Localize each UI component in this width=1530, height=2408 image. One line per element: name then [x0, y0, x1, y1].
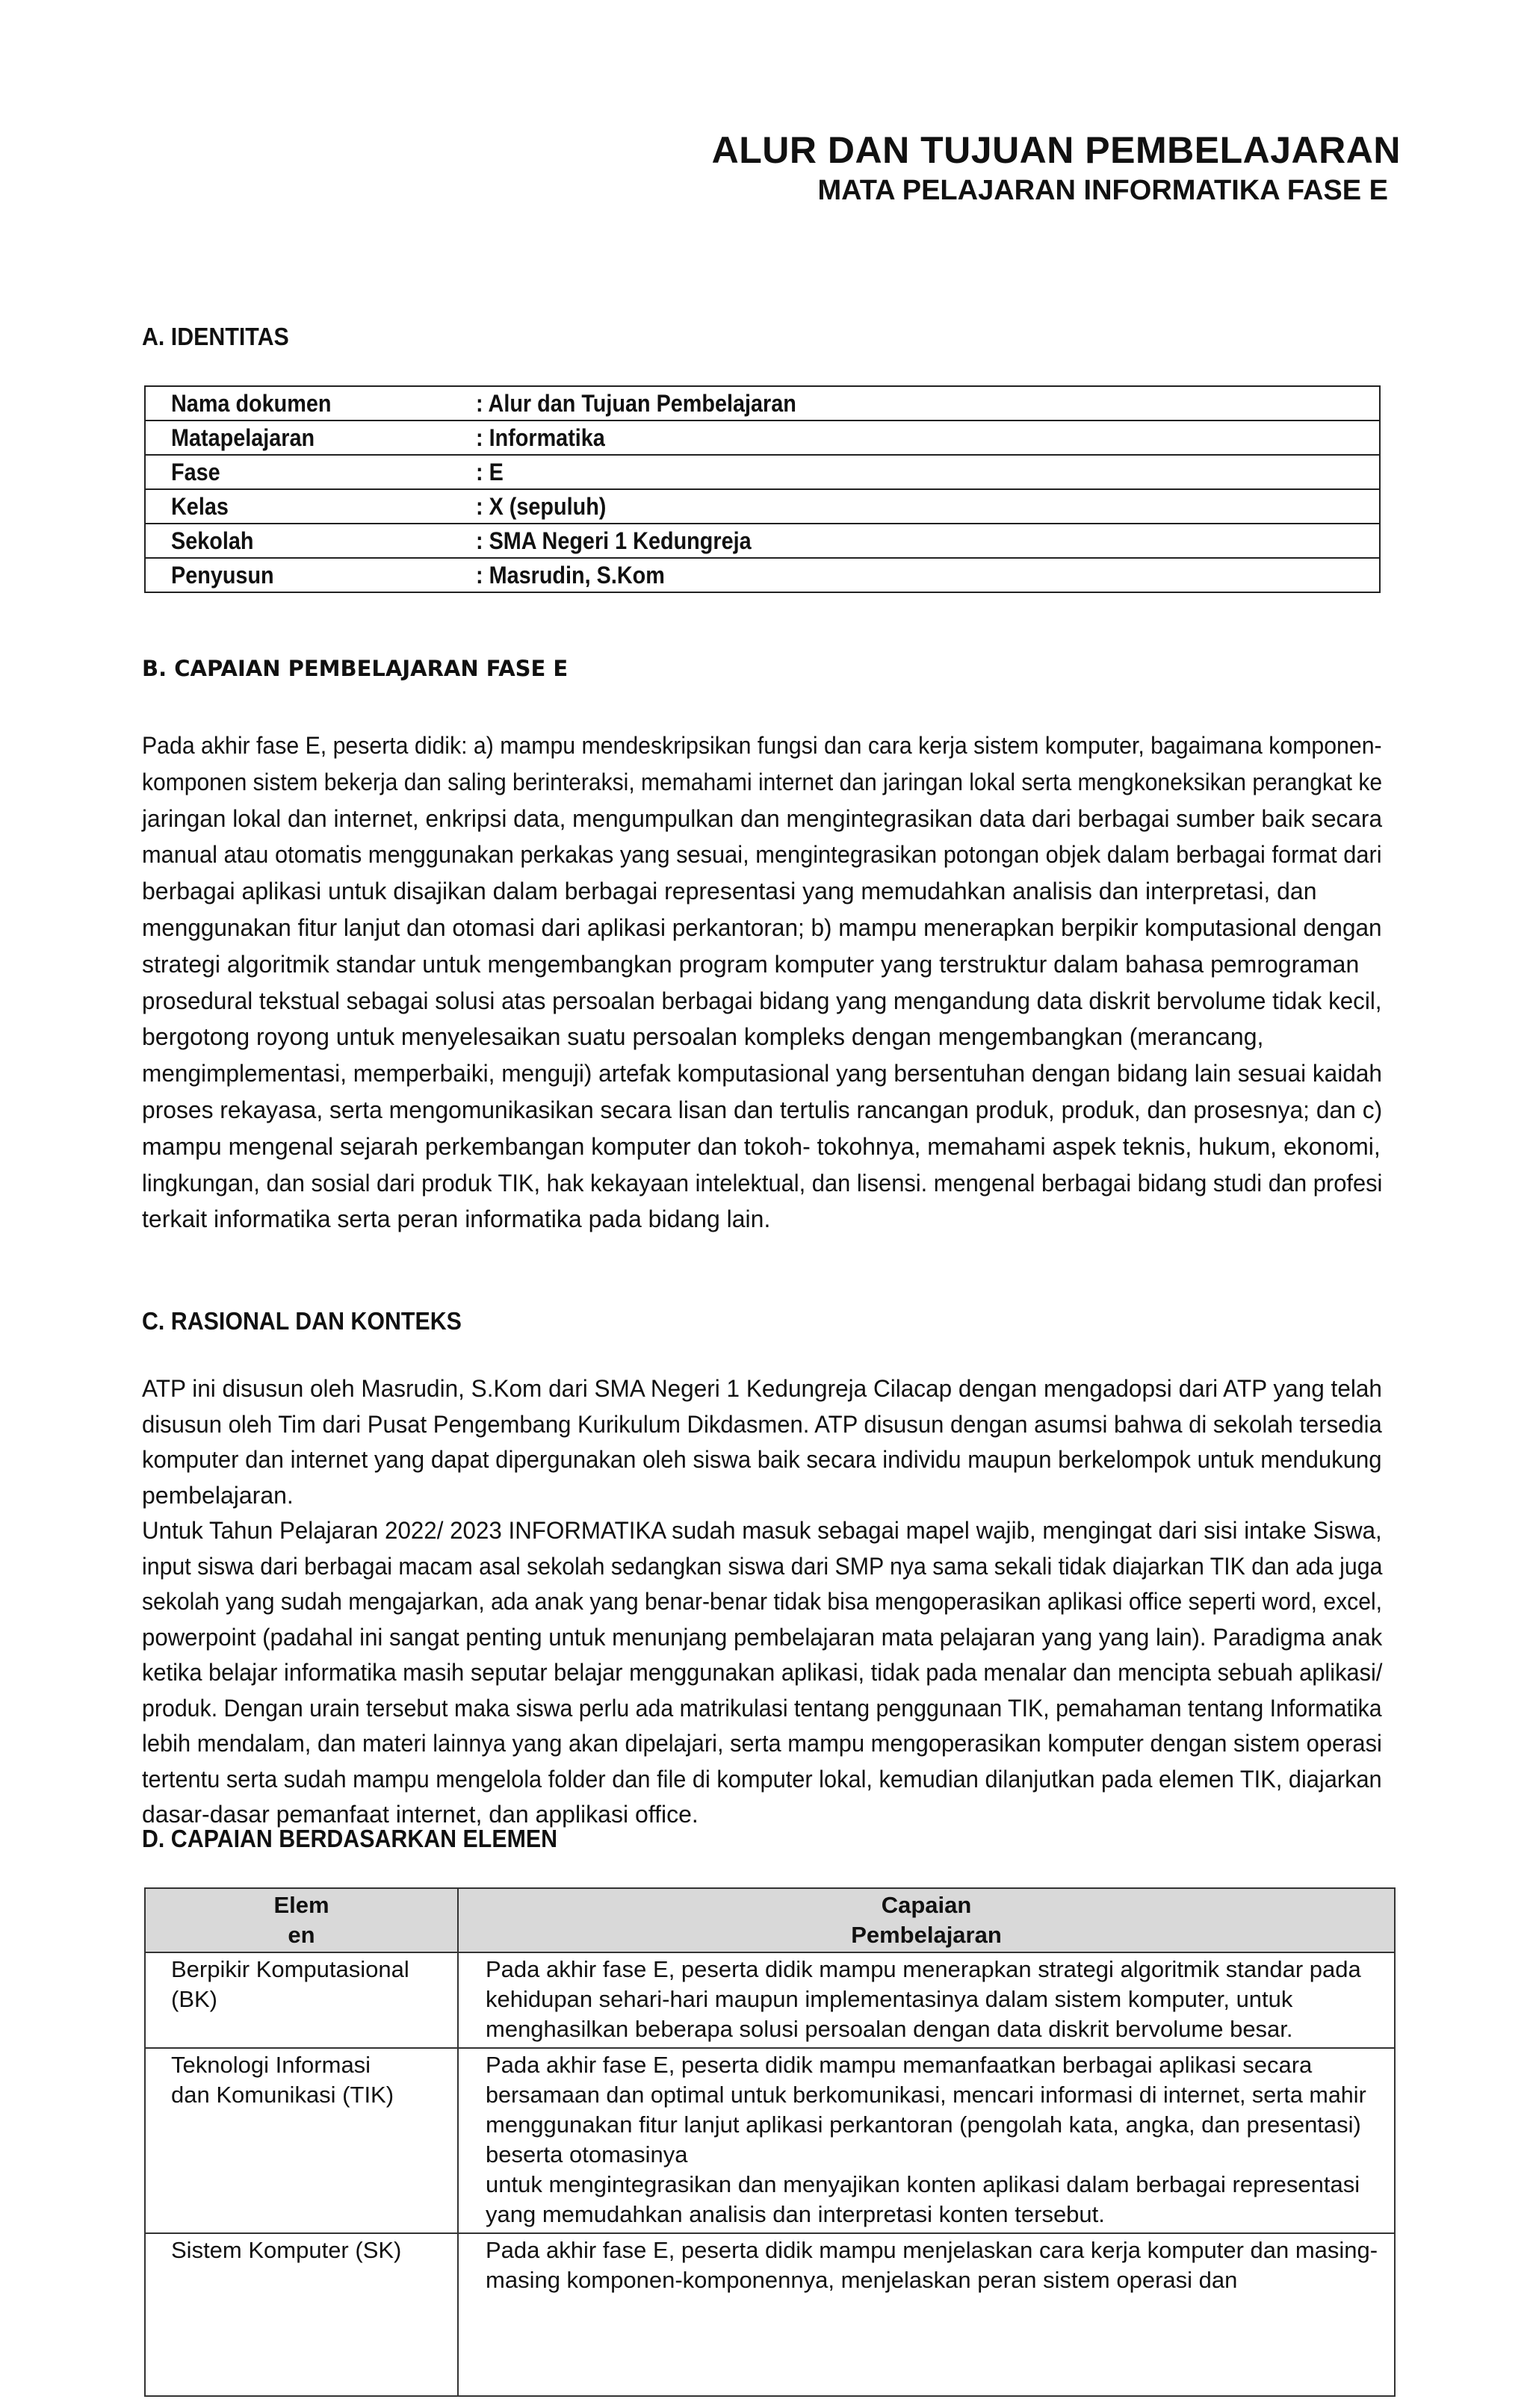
identity-table — [144, 385, 1381, 593]
table-row — [145, 386, 1380, 421]
identity-value: : Masrudin, S.Kom — [453, 558, 1380, 592]
text-line: lingkungan, dan sosial dari produk TIK, hak kekayaan intelektual, dan lisensi. mengenal berbagai bidang studi dan profesi — [142, 1169, 1383, 1197]
identity-value: : Informatika — [453, 421, 1380, 455]
text-line: mampu mengenal sejarah perkembangan komputer dan tokoh- tokohnya, memahami aspek teknis, hukum, ekonomi, — [142, 1132, 1381, 1160]
table-row — [145, 455, 1380, 489]
identity-value: : SMA Negeri 1 Kedungreja — [453, 524, 1380, 558]
document-subtitle: MATA PELAJARAN INFORMATIKA FASE E — [817, 175, 1388, 206]
text-line: proses rekayasa, serta mengomunikasikan secara lisan dan tertulis rancangan produk, produk, dan prosesnya; dan c) — [142, 1096, 1383, 1123]
text-line: bergotong royong untuk menyelesaikan suatu persoalan kompleks dengan mengembangkan (merancang, — [142, 1023, 1264, 1051]
text-line: Pada akhir fase E, peserta didik: a) mampu mendeskripsikan fungsi dan cara kerja sistem komputer, bagaimana komponen- — [142, 732, 1382, 759]
table-row — [145, 489, 1380, 524]
identity-label: Nama dokumen — [145, 386, 453, 421]
elemen-name: Teknologi Informasi dan Komunikasi (TIK) — [145, 2048, 458, 2233]
section-heading-capaian: B. CAPAIAN PEMBELAJARAN FASE E — [142, 656, 569, 681]
identity-label: Matapelajaran — [145, 421, 453, 455]
elemen-name: Sistem Komputer (SK) — [145, 2233, 458, 2396]
text-line: mengimplementasi, memperbaiki, menguji) artefak komputasional yang bersentuhan dengan bidang lain sesuai kaidah — [142, 1060, 1382, 1087]
text-line: komputer dan internet yang dapat dipergunakan oleh siswa baik secara individu maupun berkelompok untuk mendukung — [142, 1446, 1382, 1473]
text-line: terkait informatika serta peran informatika pada bidang lain. — [142, 1205, 771, 1233]
text-line: strategi algoritmik standar untuk mengembangkan program komputer yang terstruktur dalam bahasa pemrograman — [142, 950, 1360, 978]
text-line: tertentu serta sudah mampu mengelola folder dan file di komputer lokal, kemudian dilanjutkan pada elemen TIK, diajarkan — [142, 1765, 1382, 1793]
identity-label: Penyusun — [145, 558, 453, 592]
table-row — [145, 558, 1380, 592]
elemen-capaian: Pada akhir fase E, peserta didik mampu menjelaskan cara kerja komputer dan masing- masing komponen-komponennya, menjelaskan peran sistem operasi dan — [458, 2233, 1395, 2396]
text-line: berbagai aplikasi untuk disajikan dalam berbagai representasi yang memudahkan analisis dan interpretasi, dan — [142, 878, 1317, 905]
section-heading-elemen: D. CAPAIAN BERDASARKAN ELEMEN — [142, 1825, 558, 1852]
column-header-elemen: Elem en — [145, 1888, 458, 1952]
table-row — [145, 421, 1380, 455]
text-line: jaringan lokal dan internet, enkripsi data, mengumpulkan dan mengintegrasikan data dari berbagai sumber baik secara — [142, 804, 1383, 832]
table-row — [145, 2048, 1395, 2233]
text-line: produk. Dengan urain tersebut maka siswa perlu ada matrikulasi tentang penggunaan TIK, pemahaman tentang Informatika — [142, 1694, 1382, 1722]
text-line: manual atau otomatis menggunakan perkakas yang sesuai, mengintegrasikan potongan objek dalam berbagai format dari — [142, 841, 1382, 869]
text-line: input siswa dari berbagai macam asal sekolah sedangkan siswa dari SMP nya sama sekali tidak diajarkan TIK dan ada juga — [142, 1552, 1383, 1580]
text-line: menggunakan fitur lanjut dan otomasi dari aplikasi perkantoran; b) mampu menerapkan berpikir komputasional dengan — [142, 913, 1382, 941]
text-line: powerpoint (padahal ini sangat penting untuk menunjang pembelajaran mata pelajaran yang yang lain). Paradigma anak — [142, 1623, 1383, 1651]
text-line: dasar-dasar pemanfaat internet, dan applikasi office. — [142, 1801, 699, 1828]
section-heading-identitas: A. IDENTITAS — [142, 323, 289, 350]
identity-label: Kelas — [145, 489, 453, 524]
table-header-row — [145, 1888, 1395, 1952]
section-heading-rasional: C. RASIONAL DAN KONTEKS — [142, 1307, 462, 1335]
identity-label: Fase — [145, 455, 453, 489]
capaian-paragraph — [142, 727, 1382, 1238]
elemen-capaian: Pada akhir fase E, peserta didik mampu memanfaatkan berbagai aplikasi secara bersamaan dan optimal untuk berkomunikasi, mencari informasi di internet, serta mahir menggunakan fitur lanjut aplikasi perkantoran (pengolah kata, angka, dan presentasi) beserta otomasinya untuk mengintegrasikan dan menyajikan konten aplikasi dalam berbagai representasi yang memudahkan analisis dan interpretasi konten tersebut. — [458, 2048, 1395, 2233]
elemen-table — [144, 1887, 1396, 2397]
text-line: komponen sistem bekerja dan saling berinteraksi, memahami internet dan jaringan lokal serta mengkoneksikan perangkat ke — [142, 768, 1383, 795]
text-line: prosedural tekstual sebagai solusi atas persoalan berbagai bidang yang mengandung data diskrit bervolume tidak kecil, — [142, 987, 1382, 1014]
identity-value: : X (sepuluh) — [453, 489, 1380, 524]
identity-label: Sekolah — [145, 524, 453, 558]
table-row — [145, 2233, 1395, 2396]
text-line: lebih mendalam, dan materi lainnya yang akan dipelajari, serta mampu mengoperasikan komputer dengan sistem operasi — [142, 1730, 1382, 1757]
identity-value: : E — [453, 455, 1380, 489]
document-title: ALUR DAN TUJUAN PEMBELAJARAN — [711, 129, 1401, 171]
text-line: disusun oleh Tim dari Pusat Pengembang Kurikulum Dikdasmen. ATP disusun dengan asumsi bahwa di sekolah tersedia — [142, 1410, 1382, 1438]
text-line: sekolah yang sudah mengajarkan, ada anak yang benar-benar tidak bisa mengoperasikan aplikasi office seperti word, excel, — [142, 1588, 1383, 1615]
column-header-capaian: Capaian Pembelajaran — [458, 1888, 1395, 1952]
rasional-paragraph — [142, 1371, 1382, 1833]
elemen-capaian: Pada akhir fase E, peserta didik mampu menerapkan strategi algoritmik standar pada kehidupan sehari-hari maupun implementasinya dalam sistem komputer, untuk menghasilkan beberapa solusi persoalan dengan data diskrit bervolume besar. — [458, 1952, 1395, 2048]
table-row — [145, 1952, 1395, 2048]
text-line: Untuk Tahun Pelajaran 2022/ 2023 INFORMATIKA sudah masuk sebagai mapel wajib, mengingat dari sisi intake Siswa, — [142, 1517, 1382, 1544]
text-line: ketika belajar informatika masih seputar belajar menggunakan aplikasi, tidak pada menalar dan mencipta sebuah aplikasi/ — [142, 1659, 1383, 1686]
text-line: pembelajaran. — [142, 1481, 294, 1509]
elemen-name: Berpikir Komputasional (BK) — [145, 1952, 458, 2048]
text-line: ATP ini disusun oleh Masrudin, S.Kom dari SMA Negeri 1 Kedungreja Cilacap dengan mengadopsi dari ATP yang telah — [142, 1375, 1382, 1402]
table-row — [145, 524, 1380, 558]
identity-value: : Alur dan Tujuan Pembelajaran — [453, 386, 1380, 421]
